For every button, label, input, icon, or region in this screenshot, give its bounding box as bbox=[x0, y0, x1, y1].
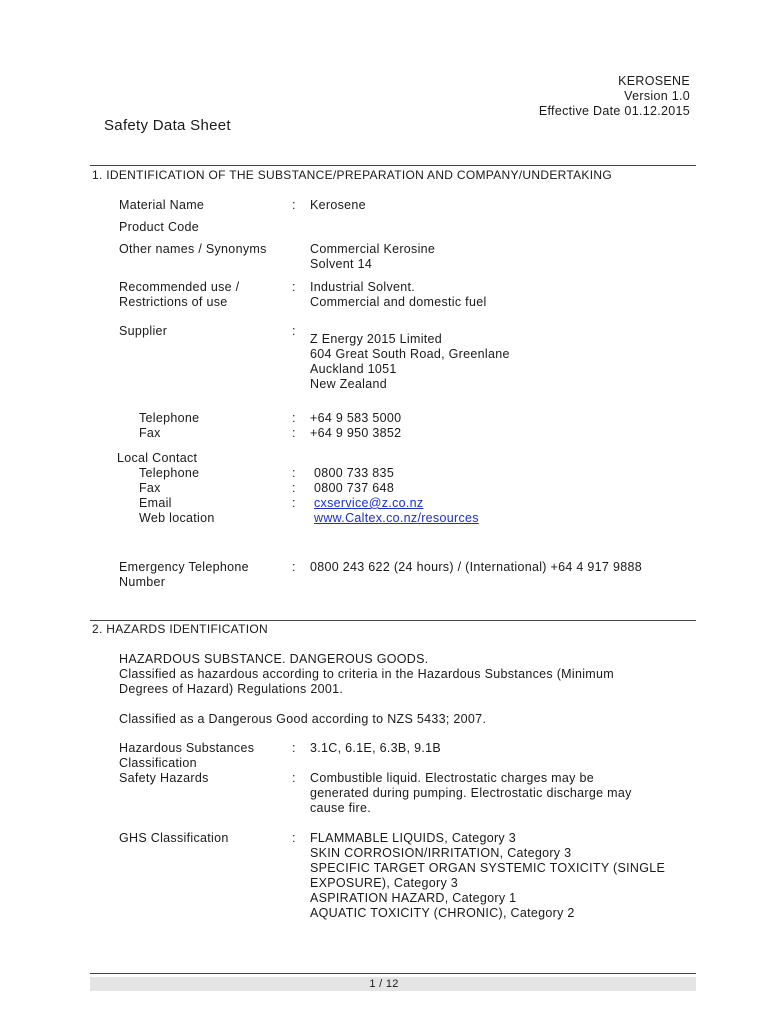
colon: : bbox=[292, 481, 296, 495]
supplier-city: Auckland 1051 bbox=[310, 362, 397, 376]
document-title: Safety Data Sheet bbox=[104, 117, 231, 134]
hazard-statement: Classified as hazardous according to criteria in the Hazardous Substances (Minimum bbox=[119, 667, 614, 681]
supplier-country: New Zealand bbox=[310, 377, 387, 391]
telephone-value: +64 9 583 5000 bbox=[310, 411, 402, 425]
product-code-label: Product Code bbox=[119, 220, 200, 234]
colon: : bbox=[292, 324, 296, 338]
local-fax-value: 0800 737 648 bbox=[314, 481, 395, 495]
page-number: 1 / 12 bbox=[369, 978, 399, 990]
local-telephone-label: Telephone bbox=[139, 466, 200, 480]
product-name: KEROSENE bbox=[618, 74, 690, 88]
ghs-line: AQUATIC TOXICITY (CHRONIC), Category 2 bbox=[310, 906, 575, 920]
section-2-title: 2. HAZARDS IDENTIFICATION bbox=[92, 622, 268, 636]
effective-date: Effective Date 01.12.2015 bbox=[538, 104, 690, 118]
section-1-title: 1. IDENTIFICATION OF THE SUBSTANCE/PREPARATION AND COMPANY/UNDERTAKING bbox=[92, 168, 612, 182]
colon: : bbox=[292, 496, 296, 510]
colon: : bbox=[292, 426, 296, 440]
recommended-use-label: Recommended use / bbox=[119, 280, 240, 294]
hazard-statement: Degrees of Hazard) Regulations 2001. bbox=[119, 682, 344, 696]
safety-hazards-line: generated during pumping. Electrostatic discharge may bbox=[310, 786, 632, 800]
emergency-number-label: Number bbox=[119, 575, 166, 589]
email-link[interactable]: cxservice@z.co.nz bbox=[314, 496, 424, 510]
colon: : bbox=[292, 560, 296, 574]
footer-divider bbox=[90, 973, 696, 974]
ghs-line: ASPIRATION HAZARD, Category 1 bbox=[310, 891, 517, 905]
colon: : bbox=[292, 831, 296, 845]
ghs-line: SKIN CORROSION/IRRITATION, Category 3 bbox=[310, 846, 572, 860]
emergency-telephone-value: 0800 243 622 (24 hours) / (International) +64 4 917 9888 bbox=[310, 560, 642, 574]
material-name-value: Kerosene bbox=[310, 198, 366, 212]
emergency-telephone-label: Emergency Telephone bbox=[119, 560, 249, 574]
local-fax-label: Fax bbox=[139, 481, 161, 495]
supplier-name: Z Energy 2015 Limited bbox=[310, 332, 443, 346]
colon: : bbox=[292, 280, 296, 294]
safety-hazards-line: cause fire. bbox=[310, 801, 371, 815]
colon: : bbox=[292, 771, 296, 785]
recommended-use-line: Commercial and domestic fuel bbox=[310, 295, 487, 309]
ghs-line: FLAMMABLE LIQUIDS, Category 3 bbox=[310, 831, 516, 845]
version-label: Version 1.0 bbox=[624, 89, 690, 103]
colon: : bbox=[292, 198, 296, 212]
safety-hazards-line: Combustible liquid. Electrostatic charges may be bbox=[310, 771, 594, 785]
material-name-label: Material Name bbox=[119, 198, 205, 212]
other-names-line: Commercial Kerosine bbox=[310, 242, 436, 256]
email-label: Email bbox=[139, 496, 172, 510]
section-divider bbox=[90, 165, 696, 166]
ghs-line: SPECIFIC TARGET ORGAN SYSTEMIC TOXICITY (SINGLE bbox=[310, 861, 666, 875]
fax-value: +64 9 950 3852 bbox=[310, 426, 402, 440]
ghs-label: GHS Classification bbox=[119, 831, 229, 845]
hsc-label: Classification bbox=[119, 756, 197, 770]
web-location-label: Web location bbox=[139, 511, 215, 525]
colon: : bbox=[292, 741, 296, 755]
other-names-line: Solvent 14 bbox=[310, 257, 373, 271]
other-names-label: Other names / Synonyms bbox=[119, 242, 267, 256]
ghs-line: EXPOSURE), Category 3 bbox=[310, 876, 459, 890]
fax-label: Fax bbox=[139, 426, 161, 440]
restrictions-label: Restrictions of use bbox=[119, 295, 228, 309]
supplier-address: 604 Great South Road, Greenlane bbox=[310, 347, 510, 361]
hsc-value: 3.1C, 6.1E, 6.3B, 9.1B bbox=[310, 741, 441, 755]
local-telephone-value: 0800 733 835 bbox=[314, 466, 395, 480]
web-location-link[interactable]: www.Caltex.co.nz/resources bbox=[314, 511, 479, 525]
colon: : bbox=[292, 466, 296, 480]
telephone-label: Telephone bbox=[139, 411, 200, 425]
colon: : bbox=[292, 411, 296, 425]
hazard-statement: HAZARDOUS SUBSTANCE. DANGEROUS GOODS. bbox=[119, 652, 429, 666]
dangerous-good-statement: Classified as a Dangerous Good according to NZS 5433; 2007. bbox=[119, 712, 487, 726]
recommended-use-line: Industrial Solvent. bbox=[310, 280, 416, 294]
supplier-label: Supplier bbox=[119, 324, 168, 338]
local-contact-label: Local Contact bbox=[117, 451, 198, 465]
safety-hazards-label: Safety Hazards bbox=[119, 771, 209, 785]
hsc-label: Hazardous Substances bbox=[119, 741, 255, 755]
section-divider bbox=[90, 620, 696, 621]
